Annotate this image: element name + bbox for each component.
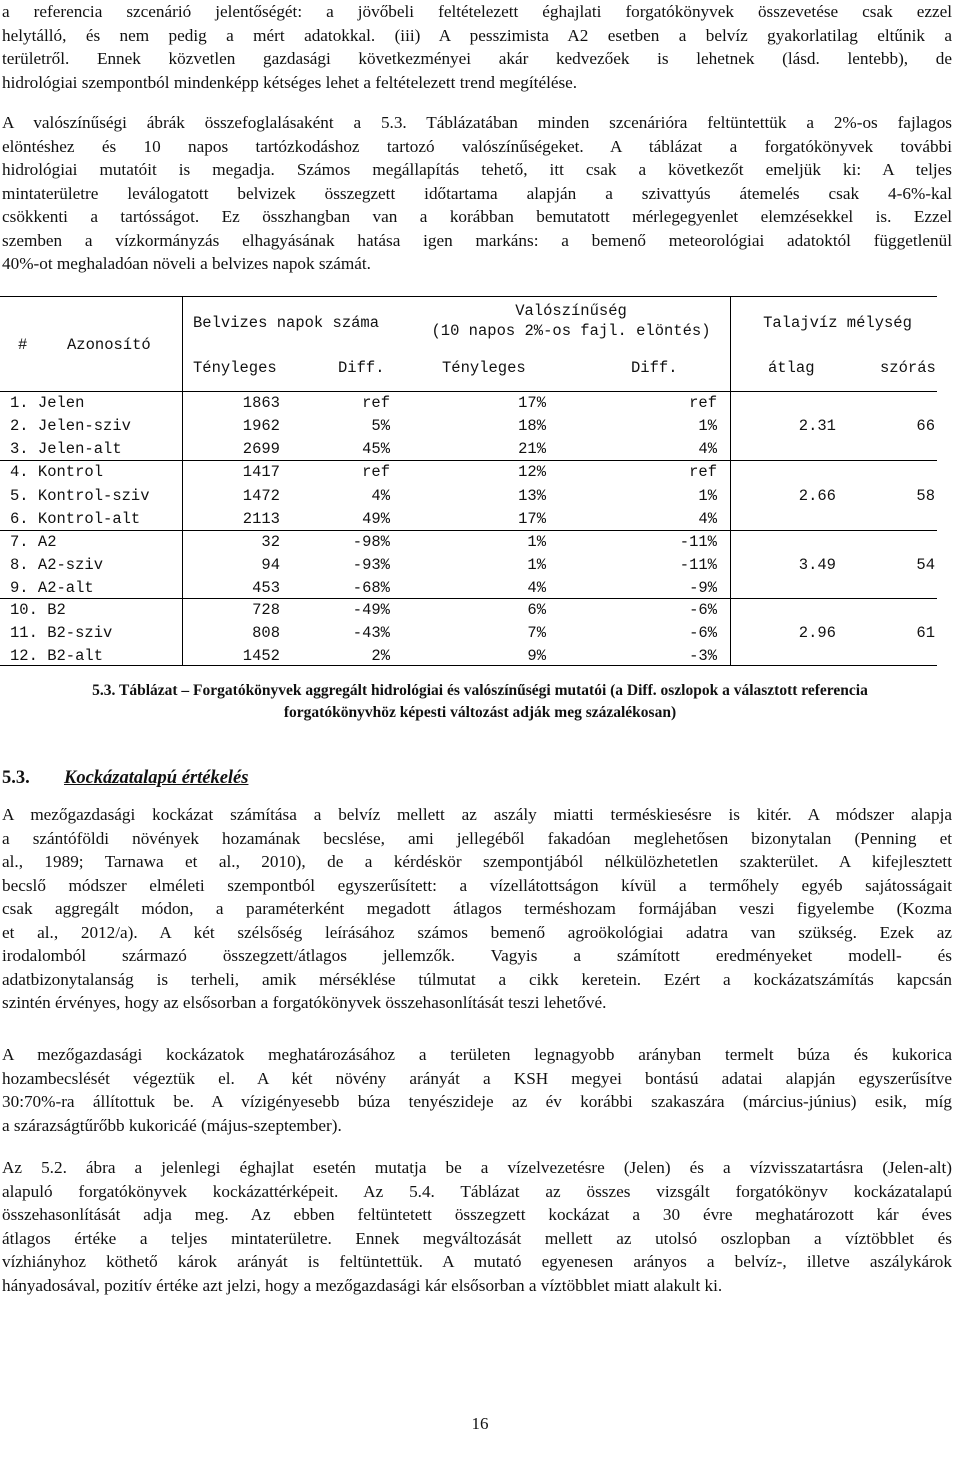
row-prob-diff: -11% — [679, 533, 717, 551]
text-line: hozambecslését végeztük el. A két növény arányát a KSH megyei bontású adatai alapján egyszerűsítve — [2, 1068, 952, 1088]
row-id: 9. A2-alt — [10, 579, 94, 597]
row-prob: 13% — [518, 487, 546, 505]
row-prob-diff: ref — [689, 394, 717, 412]
caption-line: forgatókönyvhöz képesti változást adják meg százalékosan) — [283, 704, 677, 721]
row-days: 1962 — [242, 417, 280, 435]
section-heading — [2, 768, 248, 789]
row-days: 1863 — [242, 394, 280, 412]
subheader-stdev: szórás — [880, 359, 936, 377]
row-prob-diff: 4% — [698, 510, 717, 528]
intro-paragraph — [2, 0, 952, 94]
row-days-diff: ref — [362, 463, 390, 481]
text-line: átlagos értéke a teljes mintaterületre. Ennek megvált​ozását mellett az utolsó oszlopban a víztöbblet és — [2, 1228, 952, 1248]
groundwater-mean: 2.96 — [798, 624, 836, 642]
page-number: 16 — [471, 1414, 489, 1433]
text-line: helytálló, és nem pedig a mért adatokkal. (iii) A pesszimista A2 esetben a belvíz gyakorlatilag eltűnik a — [2, 25, 952, 45]
row-id: 1. Jelen — [10, 394, 85, 412]
row-prob-diff: -6% — [689, 624, 717, 642]
row-days: 808 — [252, 624, 280, 642]
text-line: hidrológiai szempontból mindenképp kétséges lehet a feltételezett trend megítélése. — [2, 72, 578, 92]
row-days-diff: 2% — [371, 647, 390, 665]
row-prob: 12% — [518, 463, 546, 481]
table-divider-left — [182, 296, 183, 665]
subheader-actual-days: Tényleges — [193, 359, 277, 377]
row-prob-diff: 1% — [698, 417, 717, 435]
groundwater-stdev: 66 — [916, 417, 935, 435]
row-days-diff: -43% — [352, 624, 390, 642]
text-line: A mezőgazdasági kockázatok meghatározásához a területen legnagyobb arányban termelt búza és kukorica — [2, 1045, 952, 1064]
row-days-diff: ref — [362, 394, 390, 412]
header-probability-detail: (10 napos 2%-os fajl. elöntés) — [431, 322, 711, 340]
header-probability: Valószínűség — [515, 302, 627, 320]
row-id: 11. B2-sziv — [10, 624, 113, 642]
row-days: 32 — [261, 533, 280, 551]
row-days-diff: 5% — [371, 417, 390, 435]
text-line: elöntéshez és 10 napos tartózkodáshoz tartozó valószínűségeket. A táblázat a forgatókönyvek további — [2, 136, 952, 156]
row-days-diff: 45% — [362, 440, 390, 458]
row-days: 1417 — [242, 463, 280, 481]
row-days-diff: 4% — [371, 487, 390, 505]
subheader-diff-days: Diff. — [338, 359, 385, 377]
row-days: 2699 — [242, 440, 280, 458]
row-id: 5. Kontrol-sziv — [10, 487, 150, 505]
text-line: A mezőgazdasági kockázat számítása a belvíz mellett az aszály miatti terméskiesésre is kitér. A módszer alapja — [2, 805, 952, 824]
row-prob: 9% — [527, 647, 546, 665]
groundwater-mean: 2.66 — [798, 487, 836, 505]
row-prob-diff: 1% — [698, 487, 717, 505]
text-line: 40%-ot meghaladóan növeli a belvizes napok számát. — [2, 254, 371, 273]
text-line: mintaterületre leválogatott belvizek összegzett időtartama alapján a szivattyús átemelés csak 4-6%-kal — [2, 183, 952, 203]
crops-paragraph — [2, 1043, 952, 1137]
row-prob: 6% — [527, 601, 546, 619]
row-prob-diff: -11% — [679, 556, 717, 574]
text-line: a szántóföldi növények hozamának becslése, ami jellegéből fakadóan meglehetősen bizonytalan (Penning et — [2, 828, 952, 848]
text-line: irodalomból származó összegzett/átlagos jellemzők. Vagyis a számított eredményeket modell- és — [2, 946, 952, 965]
text-line: szemben a vízkormányzás elhagyásának hatása igen markáns: a bemenő meteorológiai adatoktól függetlenül — [2, 230, 952, 250]
text-line: alapuló forgatókönyvek kockázattérképeit. Az 5.4. Táblázat az összes vizsgált forgatókönyv kockázatalapú — [2, 1181, 952, 1201]
row-id: 3. Jelen-alt — [10, 440, 122, 458]
row-id: 4. Kontrol — [10, 463, 104, 481]
header-groundwater-depth: Talajvíz mélység — [763, 314, 912, 332]
row-prob: 21% — [518, 440, 546, 458]
row-id: 10. B2 — [10, 601, 66, 619]
row-prob: 1% — [527, 533, 546, 551]
row-prob: 7% — [527, 624, 546, 642]
subheader-diff-prob: Diff. — [631, 359, 678, 377]
text-line: területről. Ennek közvetlen gazdasági következményei akár kedvezőek is lehetnek (lásd. lentebb), de — [2, 49, 952, 68]
text-line: A valószínűségi ábrák összefoglalásaként a 5.3. Táblázatában minden szcenárióra feltüntettük a 2%-os fajlagos — [2, 113, 952, 132]
text-line: al., 1989; Tarnawa et al., 2010), de a kérdéskör szempontjából nélkülözhetetlen szakterület. A kifejlesztett — [2, 852, 952, 871]
text-line: vízhiányhoz köthető károk arányát is feltüntettük. A mutató egyenesen arányos a belvíz-, illetve aszálykárok — [2, 1252, 952, 1271]
row-prob: 1% — [527, 556, 546, 574]
row-prob: 17% — [518, 394, 546, 412]
groundwater-mean: 2.31 — [798, 417, 836, 435]
row-days: 453 — [252, 579, 280, 597]
row-prob-diff: -6% — [689, 601, 717, 619]
row-prob-diff: 4% — [698, 440, 717, 458]
text-line: csak aggregált módon, a paraméterként megadott átlagos terméshozam formájában veszi figyelembe (Kozma — [2, 899, 952, 918]
row-prob: 4% — [527, 579, 546, 597]
text-line: hányadosával, pozitív értéke azt jelzi, hogy a mezőgazdasági kár elsősorban a víztöbblet miatt alakult ki. — [2, 1275, 723, 1295]
row-days-diff: -49% — [352, 601, 390, 619]
caption-line: 5.3. Táblázat – Forgatókönyvek aggregált hidrológiai és valószínűségi mutatói (a Diff. oszlopok a választott referencia — [92, 682, 868, 699]
row-prob-diff: -9% — [689, 579, 717, 597]
section-title: Kockázatalapú értékelés — [64, 768, 249, 788]
row-days: 94 — [261, 556, 280, 574]
row-prob: 17% — [518, 510, 546, 528]
text-line: a referencia szcenárió jelentőségét: a jövőbeli feltételezett éghajlati forgatókönyvek összevetése csak ezzel — [2, 2, 952, 21]
row-days-diff: -68% — [352, 579, 390, 597]
text-line: et al., 2012/a). A két szélsőség leírásához számos bemenő agroökológiai adatra van szükség. Ezek az — [2, 922, 952, 942]
groundwater-stdev: 58 — [916, 487, 935, 505]
header-flood-days: Belvizes napok száma — [193, 314, 380, 332]
table-rule-top — [0, 296, 937, 297]
row-prob: 18% — [518, 417, 546, 435]
row-prob-diff: -3% — [689, 647, 717, 665]
text-line: a szárazságtűrőbb kukoricáé (május-szeptember). — [2, 1115, 342, 1135]
table-caption — [0, 680, 960, 724]
row-days-diff: -93% — [352, 556, 390, 574]
row-days-diff: -98% — [352, 533, 390, 551]
section-number: 5.3. — [2, 768, 30, 788]
subheader-actual-prob: Tényleges — [442, 359, 526, 377]
row-days: 1472 — [242, 487, 280, 505]
row-days: 728 — [252, 601, 280, 619]
maps-paragraph — [2, 1156, 952, 1297]
text-line: 30:70%-ra állítottuk be. A vízigényesebb búza tenyészideje az év korábbi szakaszára (március-június) esik, míg — [2, 1092, 952, 1111]
text-line: csökkenti a tartósságot. Ez összhangban van a korábban bemutatott mérlegegyenlet elemzésekkel is. Ezzel — [2, 207, 952, 226]
groundwater-stdev: 54 — [916, 556, 935, 574]
row-id: 2. Jelen-sziv — [10, 417, 131, 435]
groundwater-stdev: 61 — [916, 624, 935, 642]
text-line: hidrológiai mutatóit is megadja. Számos megállapítás tehető, itt csak a következőt emeljük ki: A teljes — [2, 160, 952, 179]
row-id: 6. Kontrol-alt — [10, 510, 141, 528]
text-line: becslő módszer elméleti szempontból egyszerűsített: a vízellátottságon kívül a termőhely egyéb sajátosságait — [2, 875, 952, 895]
header-id: Azonosító — [67, 336, 151, 354]
header-hash: # — [18, 336, 28, 354]
text-line: szintén érvényes, hogy az elsősorban a forgatókönyvek összehasonlítását teszi lehetővé. — [2, 993, 607, 1012]
text-line: összehasonlítását adja meg. Az ebben feltüntetett összegzett kockázat a 30 évre meghatározott kár éves — [2, 1205, 952, 1224]
text-line: Az 5.2. ábra a jelenlegi éghajlat esetén mutatja be a vízelvezetésre (Jelen) és a vízvisszatartásra (Jelen-alt) — [2, 1158, 952, 1177]
row-days: 2113 — [242, 510, 280, 528]
risk-paragraph — [2, 803, 952, 1015]
groundwater-mean: 3.49 — [798, 556, 836, 574]
row-id: 12. B2-alt — [10, 647, 104, 665]
table-divider-right — [730, 296, 731, 665]
row-id: 7. A2 — [10, 533, 57, 551]
text-line: adatbizonytalanság is terheli, amik mérséklése túlmutat a cikk keretein. Ezért a kockázatszámítás kapcsán — [2, 969, 952, 989]
subheader-mean: átlag — [768, 359, 815, 377]
summary-paragraph — [2, 111, 952, 276]
row-days: 1452 — [242, 647, 280, 665]
row-id: 8. A2-sziv — [10, 556, 104, 574]
row-prob-diff: ref — [689, 463, 717, 481]
row-days-diff: 49% — [362, 510, 390, 528]
